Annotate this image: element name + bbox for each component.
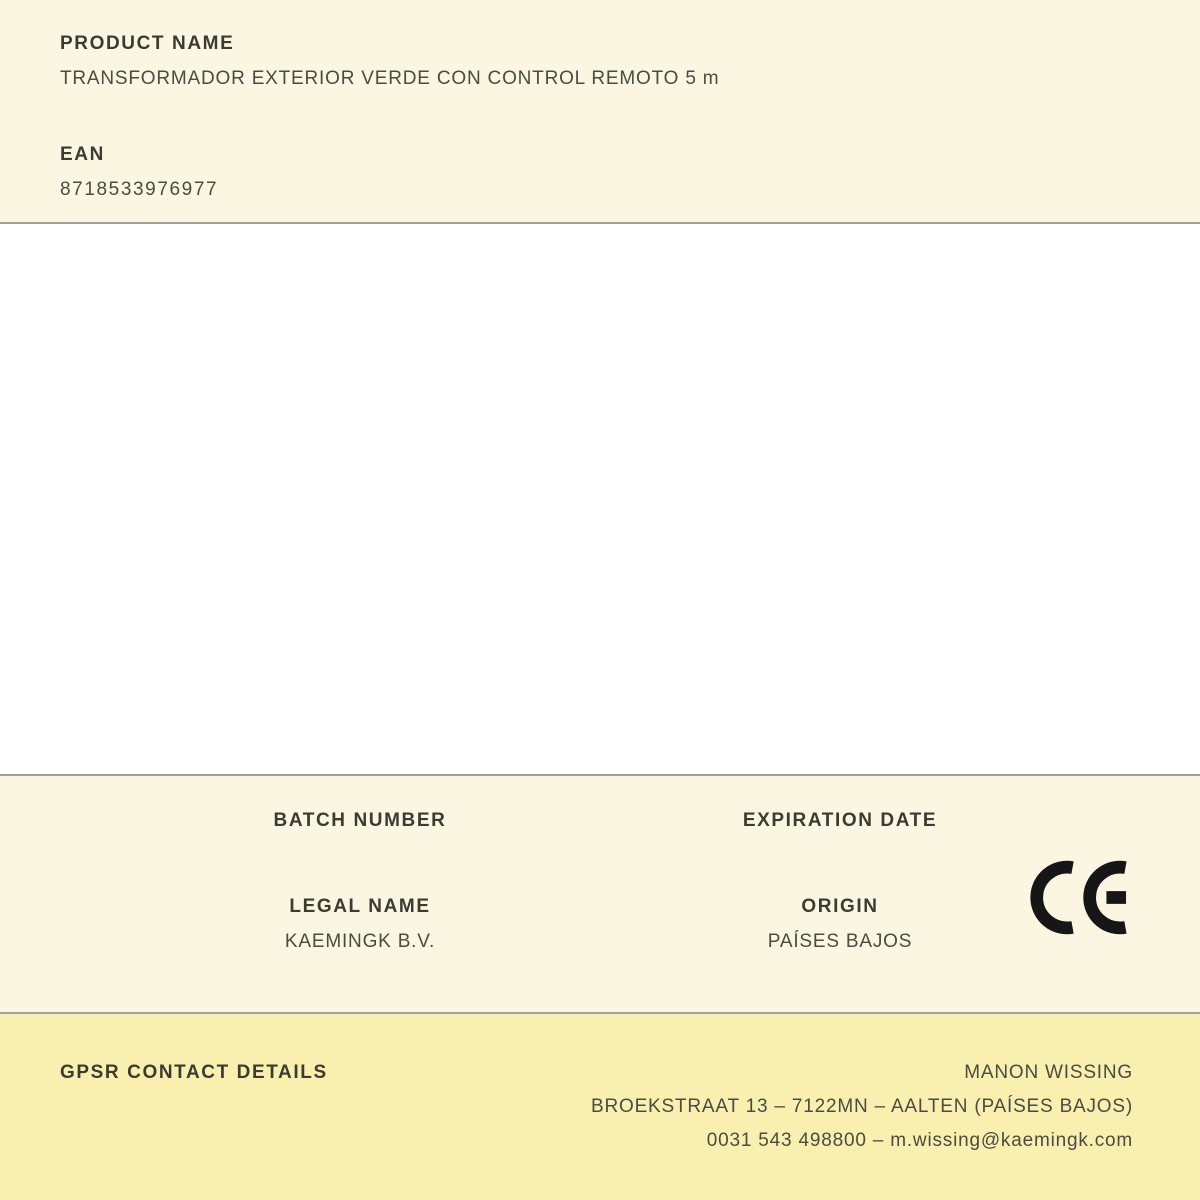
product-image-area xyxy=(0,224,1200,774)
product-name-value: TRANSFORMADOR EXTERIOR VERDE CON CONTROL REMOTO 5 m xyxy=(60,68,720,89)
gpsr-footer-section xyxy=(0,1014,1200,1200)
contact-name: MANON WISSING xyxy=(964,1062,1133,1083)
product-name-block xyxy=(60,33,1140,90)
ean-label: EAN xyxy=(60,144,105,165)
origin-value: PAÍSES BAJOS xyxy=(767,931,913,952)
legal-name-label: LEGAL NAME xyxy=(289,896,431,917)
product-name-label: PRODUCT NAME xyxy=(60,33,235,54)
origin-label: ORIGIN xyxy=(801,896,879,917)
product-header-section xyxy=(0,0,1200,224)
legal-name-value: KAEMINGK B.V. xyxy=(284,931,436,952)
ce-mark-icon xyxy=(1030,860,1128,935)
legal-origin-value-row xyxy=(120,931,1080,953)
ean-block xyxy=(60,144,1140,201)
ean-value: 8718533976977 xyxy=(60,179,219,200)
compliance-info-section xyxy=(0,774,1200,1014)
contact-phone-email: 0031 543 498800 – m.wissing@kaemingk.com xyxy=(706,1130,1133,1151)
batch-number-label: BATCH NUMBER xyxy=(273,810,447,831)
gpsr-contact-details-label: GPSR CONTACT DETAILS xyxy=(60,1062,328,1083)
legal-origin-label-row xyxy=(120,896,1080,918)
gpsr-contact-block xyxy=(591,1062,1133,1152)
batch-expiration-row xyxy=(120,810,1080,832)
expiration-date-label: EXPIRATION DATE xyxy=(742,810,938,831)
contact-address: BROEKSTRAAT 13 – 7122MN – AALTEN (PAÍSES BAJOS) xyxy=(591,1096,1133,1117)
